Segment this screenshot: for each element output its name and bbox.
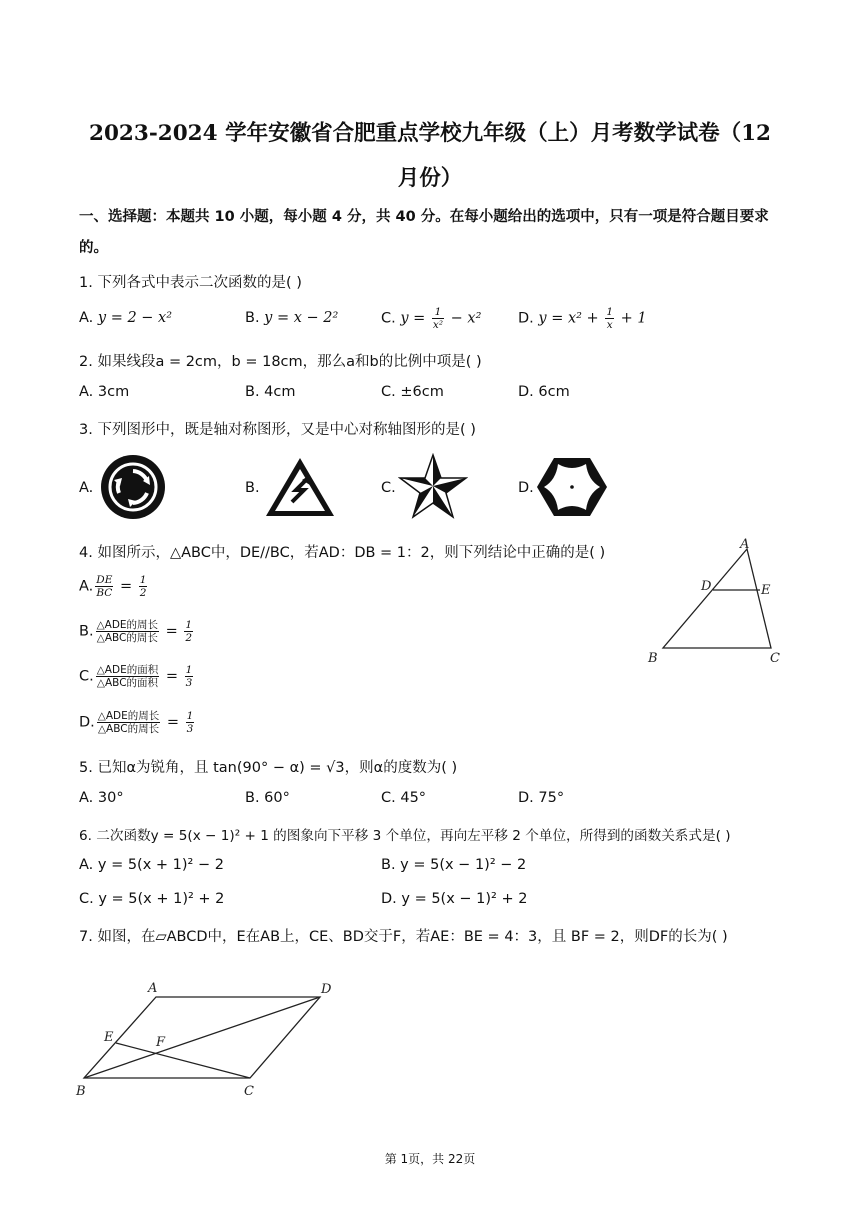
label-c: C [244,1084,254,1099]
section-heading: 一、选择题：本题共 10 小题，每小题 4 分，共 40 分。在每小题给出的选项中，只有一项是符合题目要求 [79,209,769,225]
five-point-star-icon [398,453,468,519]
q1-option-b: B. y = x − 2² [245,310,339,326]
label-d: D [321,982,332,997]
q5-option-a: A. 30° [79,790,124,806]
fraction: $\frac{1}{3}$ [186,710,194,735]
q2-option-c: C. ±6cm [381,384,444,400]
q4-stem: 4. 如图所示，△ABC中，DE//BC，若AD：DB = 1：2，则下列结论中正确的是( ) [79,545,606,561]
fraction: $\frac{1}{2}$ [139,574,147,599]
q6-stem: 6. 二次函数y = 5(x − 1)² + 1 的图象向下平移 3 个单位，再向左平移 2 个单位，所得到的函数关系式是( ) [79,828,731,844]
roundabout-sign-icon [100,454,166,520]
q4-option-a: A. $\frac{DE}{BC}$ = $\frac{1}{2}$ [79,574,147,599]
label-f: F [156,1035,166,1050]
warning-zigzag-sign-icon [264,456,336,518]
label-d: D [701,579,712,594]
fraction: $\frac{1}{\text{x²}}$ [432,306,444,331]
section-heading-cont: 的。 [79,240,108,256]
q2-stem: 2. 如果线段a = 2cm，b = 18cm，那么a和b的比例中项是( ) [79,354,482,370]
parallelogram-figure [70,975,350,1103]
triangle-abc [663,549,771,648]
fraction: $\frac{\text{△ADE的周长}}{\text{△ABC的周长}}$ [96,619,159,644]
q5-option-b: B. 60° [245,790,290,806]
page-footer: 第 1页，共 22页 [384,1152,476,1166]
q4-option-b: B. $\frac{\text{△ADE的周长}}{\text{△ABC的周长}}$ = $\frac{1}{2}$ [79,619,193,644]
q3-option-c: C. [381,480,396,496]
hexagon-arcs-icon [536,456,608,518]
fraction: $\frac{DE}{BC}$ [96,574,113,599]
label-e: E [761,583,771,598]
q2-option-a: A. 3cm [79,384,130,400]
q1-option-a: A. y = 2 − x² [79,310,173,326]
q1-option-d: D. y = x² + $\frac{1}{x}$ + 1 [518,306,647,331]
triangle-figure [640,534,790,668]
q2-option-b: B. 4cm [245,384,296,400]
fraction: $\frac{\text{△ADE的面积}}{\text{△ABC的面积}}$ [96,664,159,689]
q3-stem: 3. 下列图形中，既是轴对称图形，又是中心对称轴图形的是( ) [79,422,476,438]
q5-option-d: D. 75° [518,790,565,806]
fraction: $\frac{1}{3}$ [185,664,193,689]
q2-option-d: D. 6cm [518,384,570,400]
page-title-line1: 2023-2024 学年安徽省合肥重点学校九年级（上）月考数学试卷（12 [88,121,771,146]
q4-option-c: C. $\frac{\text{△ADE的面积}}{\text{△ABC的面积}}$ = $\frac{1}{3}$ [79,664,193,689]
q6-option-d: D. y = 5(x − 1)² + 2 [381,891,528,907]
label-e: E [104,1030,114,1045]
q5-option-c: C. 45° [381,790,427,806]
q6-option-b: B. y = 5(x − 1)² − 2 [381,857,527,873]
q6-option-a: A. y = 5(x + 1)² − 2 [79,857,224,873]
q3-option-b: B. [245,480,260,496]
q1-option-c: C. y = $\frac{1}{\text{x²}}$ − x² [381,306,482,331]
q3-option-a: A. [79,480,94,496]
page-title-line2: 月份） [397,166,463,191]
fraction: $\frac{\text{△ADE的周长}}{\text{△ABC的周长}}$ [97,710,160,735]
label-b: B [648,651,658,666]
label-b: B [76,1084,86,1099]
q1-stem: 1. 下列各式中表示二次函数的是( ) [79,275,302,291]
fraction: $\frac{1}{x}$ [606,306,613,331]
q5-stem: 5. 已知α为锐角，且 tan(90° − α) = √3，则α的度数为( ) [79,760,458,776]
label-a: A [740,537,750,552]
q7-stem: 7. 如图，在▱ABCD中，E在AB上，CE、BD交于F，若AE：BE = 4：3，且 BF = 2，则DF的长为( ) [79,929,728,945]
q6-option-c: C. y = 5(x + 1)² + 2 [79,891,225,907]
fraction: $\frac{1}{2}$ [185,619,193,644]
label-c: C [770,651,780,666]
q4-option-d: D. $\frac{\text{△ADE的周长}}{\text{△ABC的周长}}$ = $\frac{1}{3}$ [79,710,194,735]
q3-option-d: D. [518,480,534,496]
label-a: A [148,981,158,996]
